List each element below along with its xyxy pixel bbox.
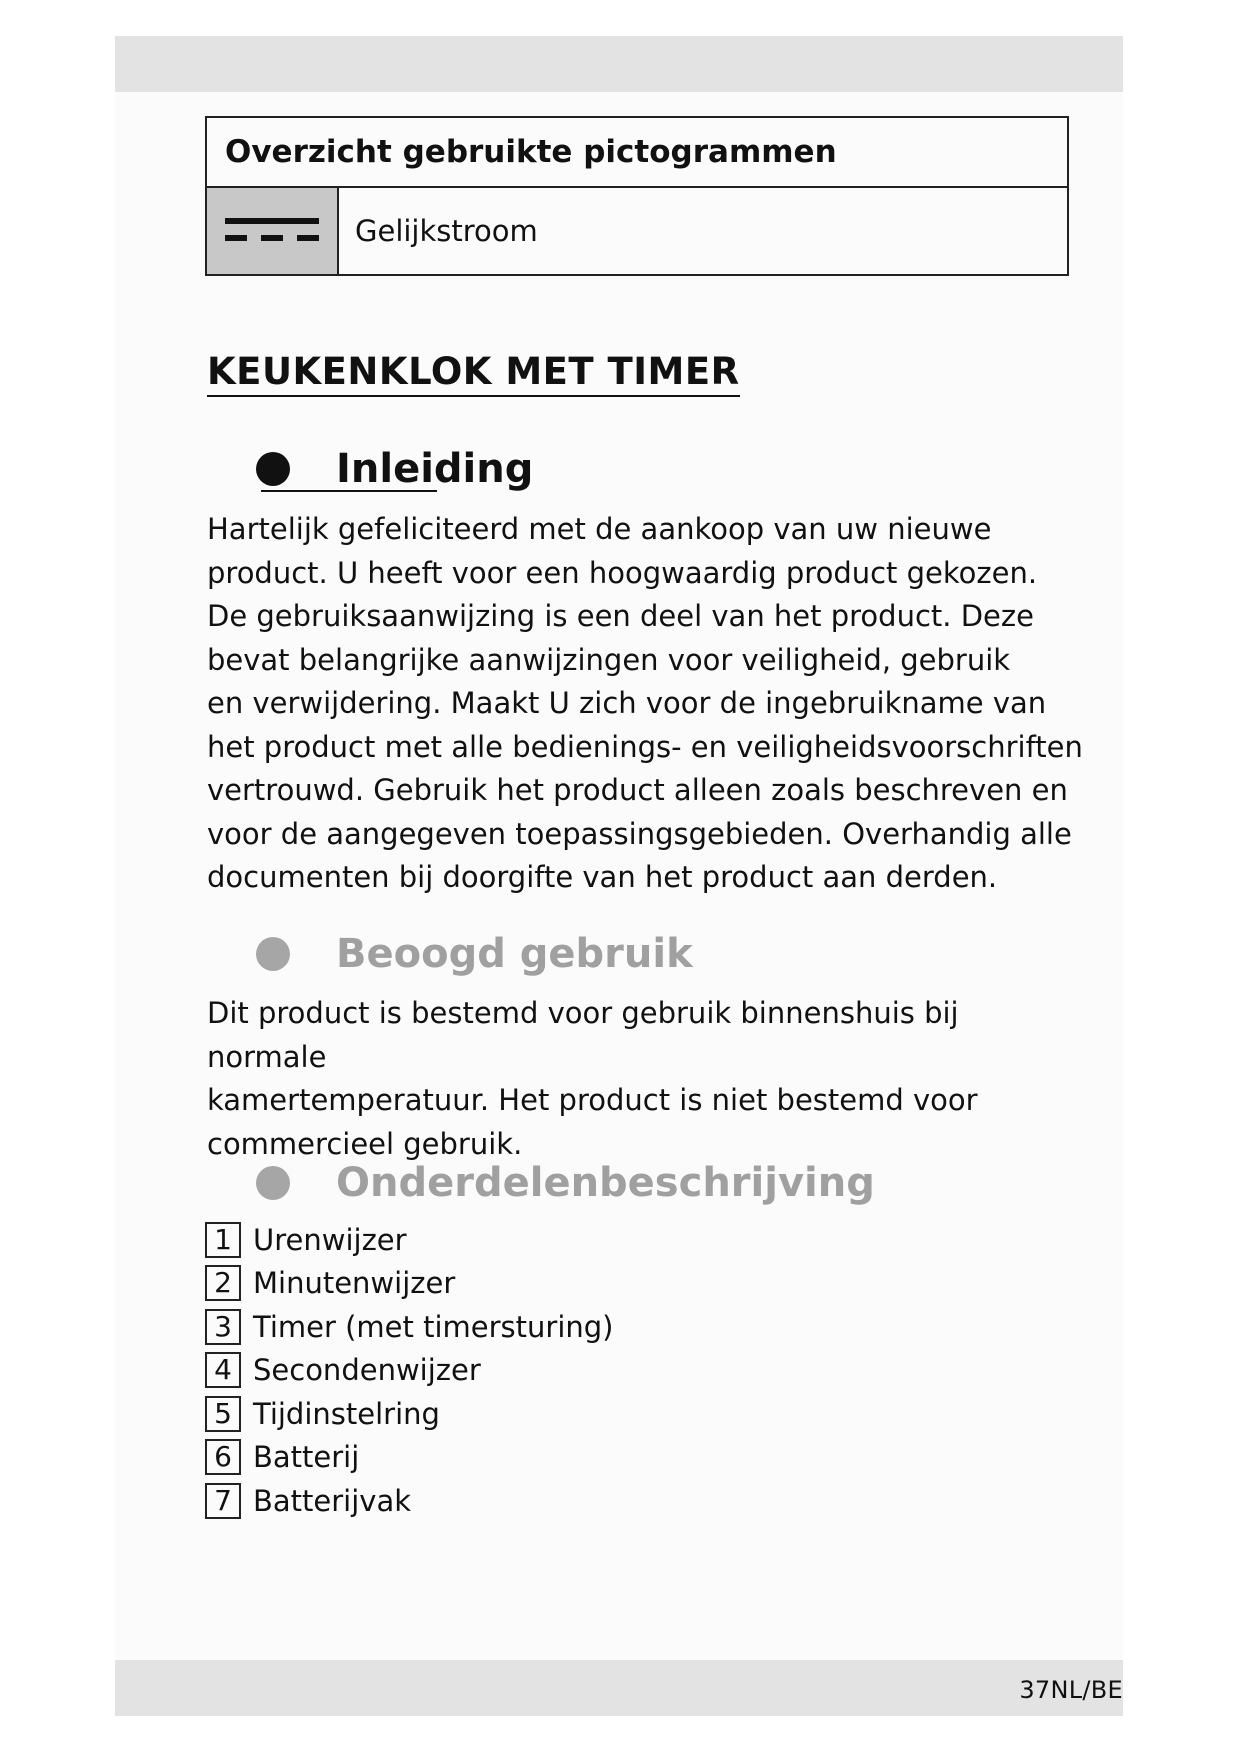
part-number-box: 1 [205,1222,241,1258]
list-item [205,1479,614,1523]
text-line: bevat belangrijke aanwijzingen voor veiligheid, gebruik [207,642,1011,677]
pictogram-table-header: Overzicht gebruikte pictogrammen [207,118,1067,188]
section-heading-onderdelen [256,1161,875,1205]
text-line: vertrouwd. Gebruik het product alleen zoals beschreven en [207,773,1068,807]
part-label: Batterijvak [253,1483,412,1518]
part-label: Batterij [253,1440,360,1475]
list-item [205,1218,614,1262]
part-label: Tijdinstelring [253,1396,440,1431]
part-label: Timer (met timersturing) [253,1309,614,1344]
list-item [205,1305,614,1349]
part-number-box: 2 [205,1265,241,1301]
bottom-band [115,1660,1123,1716]
text-line: Hartelijk gefeliciteerd met de aankoop van uw nieuwe [207,512,992,546]
paragraph-beoogd-gebruik [207,992,1087,1166]
direct-current-icon [223,215,321,247]
section-heading-inleiding [256,447,533,491]
parts-list [205,1218,614,1523]
bullet-icon [256,1166,290,1200]
text-line: product. U heeft voor een hoogwaardig product gekozen. [207,555,1038,590]
part-number-box: 6 [205,1439,241,1475]
pictogram-table [205,116,1069,276]
part-label: Secondenwijzer [253,1353,481,1388]
text-line: kamertemperatuur. Het product is niet bestemd voor [207,1083,978,1117]
part-number-box: 7 [205,1483,241,1519]
part-number-box: 5 [205,1396,241,1432]
part-label: Urenwijzer [253,1222,407,1257]
text-line: het product met alle bedienings- en veiligheidsvoorschriften [207,729,1083,764]
text-line: documenten bij doorgifte van het product aan derden. [207,860,998,894]
text-line: Dit product is bestemd voor gebruik binnenshuis bij normale [207,996,959,1074]
part-number-box: 3 [205,1309,241,1345]
part-label: Minutenwijzer [253,1266,456,1301]
text-line: voor de aangegeven toepassingsgebieden. Overhandig alle [207,816,1072,851]
section-heading-text: Beoogd gebruik [336,931,693,977]
list-item [205,1436,614,1480]
pictogram-label: Gelijkstroom [355,214,538,248]
text-line: De gebruiksaanwijzing is een deel van het product. Deze [207,599,1034,633]
heading-underline [261,490,437,492]
section-heading-beoogd-gebruik [256,932,693,976]
list-item [205,1349,614,1393]
text-line: en verwijdering. Maakt U zich voor de ingebruikname van [207,686,1047,720]
page-title: KEUKENKLOK MET TIMER [207,352,740,397]
paragraph-inleiding [207,508,1087,900]
section-heading-text: Inleiding [336,446,534,492]
list-item [205,1262,614,1306]
text-line: commercieel gebruik. [207,1126,523,1161]
list-item [205,1392,614,1436]
pictogram-row [207,188,1067,274]
page-number: 37NL/BE [1019,1676,1123,1704]
picto-icon-cell [207,188,339,274]
part-number-box: 4 [205,1352,241,1388]
top-band [115,36,1123,92]
bullet-icon [256,937,290,971]
bullet-icon [256,452,290,486]
section-heading-text: Onderdelenbeschrijving [336,1160,875,1206]
